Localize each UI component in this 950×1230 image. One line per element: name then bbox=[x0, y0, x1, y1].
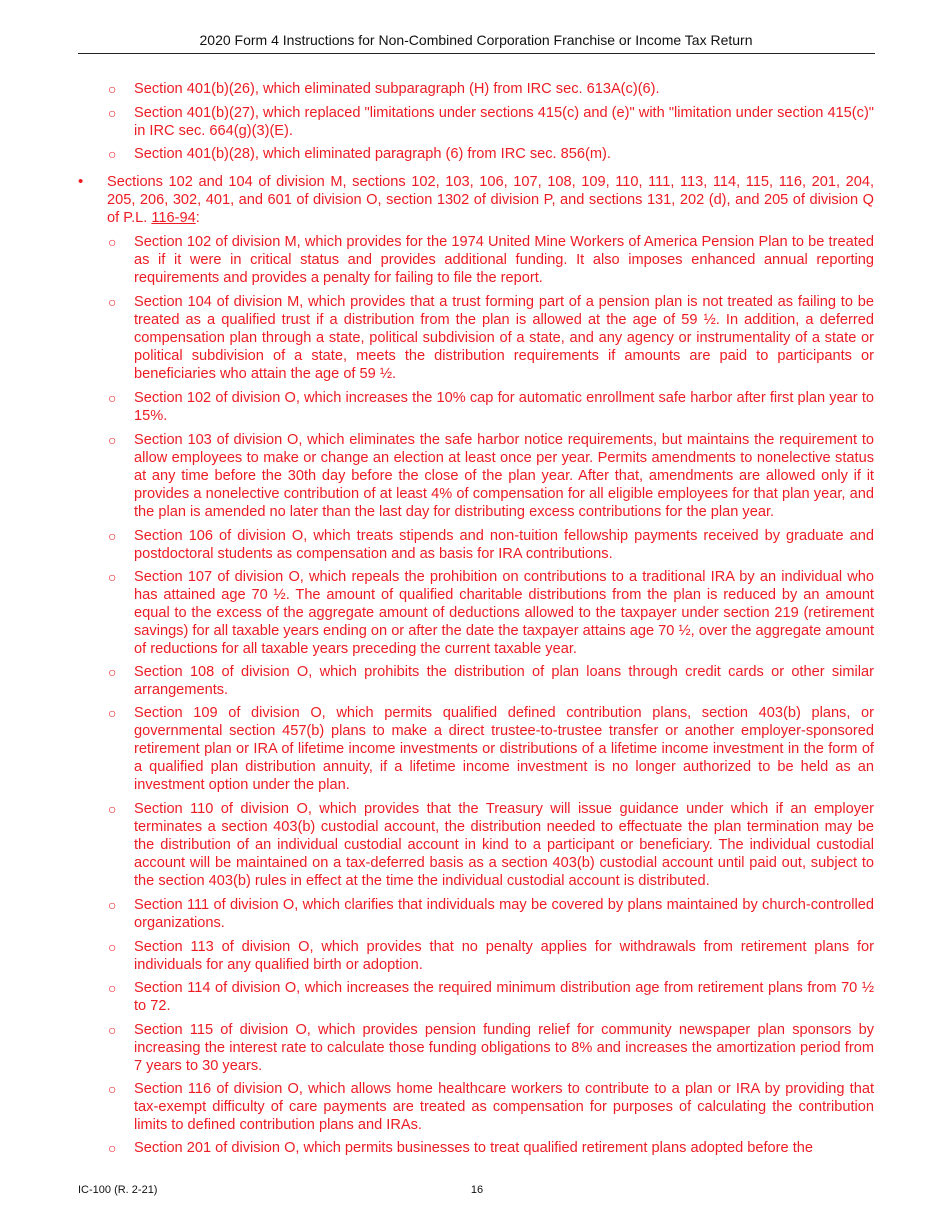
list-item bbox=[78, 293, 874, 383]
list-item bbox=[78, 568, 874, 658]
list-item bbox=[78, 663, 874, 699]
item-text: Section 401(b)(26), which eliminated subparagraph (H) from IRC sec. 613A(c)(6). bbox=[134, 81, 660, 97]
hollow-bullet-icon: ○ bbox=[108, 801, 117, 817]
list-item bbox=[78, 389, 874, 425]
list-item-main bbox=[78, 173, 874, 227]
item-text: Section 107 of division O, which repeals the prohibition on contributions to a traditional IRA by an individual who has attained age 70 ½. The amount of qualified charitable distributions from the plan is reduced by an amount equal to the excess of the aggregate amount of deductions allowed to the taxpayer under section 219 (retirement savings) for all taxable years ending on or after the date the taxpayer attains age 70 ½, over the aggregate amount of reductions for all taxable years preceding the current taxable year. bbox=[134, 569, 874, 657]
list-item bbox=[78, 979, 874, 1015]
hollow-bullet-icon: ○ bbox=[108, 1022, 117, 1038]
hollow-bullet-icon: ○ bbox=[108, 432, 117, 448]
item-text: Section 201 of division O, which permits businesses to treat qualified retirement plans adopted before the bbox=[134, 1140, 813, 1156]
item-text: Section 110 of division O, which provides that the Treasury will issue guidance under which if an employer terminates a section 403(b) custodial account, the distribution needed to effectuate the plan termination may be the distribution of an individual custodial account in kind to a participant or beneficiary. The individual custodial account will be maintained on a tax-deferred basis as a section 403(b) custodial account until paid out, subject to the section 403(b) rules in effect at the time the individual custodial account is distributed. bbox=[134, 801, 874, 889]
hollow-bullet-icon: ○ bbox=[108, 105, 117, 121]
item-text-tail: : bbox=[195, 210, 200, 226]
hollow-bullet-icon: ○ bbox=[108, 897, 117, 913]
list-item bbox=[78, 1021, 874, 1075]
item-text: Section 104 of division M, which provides that a trust forming part of a pension plan is not treated as failing to be treated as a qualified trust if a distribution from the plan is allowed at the age of 59 ½. In addition, a deferred compensation plan through a state, political subdivision of a state, and any agency or instrumentality of a state or political subdivision of a state, meets the distribution requirements if amounts are paid to participants or beneficiaries who attain the age of 59 ½. bbox=[134, 294, 874, 382]
form-id: IC-100 (R. 2-21) bbox=[78, 1184, 158, 1196]
list-item bbox=[78, 527, 874, 563]
hollow-bullet-icon: ○ bbox=[108, 705, 117, 721]
hollow-bullet-icon: ○ bbox=[108, 390, 117, 406]
hollow-bullet-icon: ○ bbox=[108, 664, 117, 680]
list-item bbox=[78, 80, 874, 98]
list-item bbox=[78, 1080, 874, 1134]
list-item bbox=[78, 233, 874, 287]
page-number: 16 bbox=[470, 1184, 484, 1196]
item-text: Section 115 of division O, which provides pension funding relief for community newspaper plan sponsors by increasing the interest rate to calculate those funding obligations to 8% and increases the amortization period from 7 years to 30 years. bbox=[134, 1022, 874, 1074]
item-text: Section 106 of division O, which treats stipends and non-tuition fellowship payments received by graduate and postdoctoral students as compensation and as basis for IRA contributions. bbox=[134, 528, 874, 562]
list-item bbox=[78, 938, 874, 974]
item-text: Section 113 of division O, which provides that no penalty applies for withdrawals from retirement plans for individuals for any qualified birth or adoption. bbox=[134, 939, 874, 973]
list-item bbox=[78, 800, 874, 890]
hollow-bullet-icon: ○ bbox=[108, 234, 117, 250]
list-item bbox=[78, 104, 874, 140]
list-item bbox=[78, 896, 874, 932]
hollow-bullet-icon: ○ bbox=[108, 1140, 117, 1156]
item-text: Section 109 of division O, which permits qualified defined contribution plans, section 403(b) plans, or governmental section 457(b) plans to make a direct trustee-to-trustee transfer or another employer-sponsored retirement plan or IRA of lifetime income investments or distributions of a lifetime income investment in the form of a qualified plan distribution annuity, if a lifetime income investment is no longer authorized to be held as an investment option under the plan. bbox=[134, 705, 874, 793]
page-header: 2020 Form 4 Instructions for Non-Combined Corporation Franchise or Income Tax Return bbox=[199, 32, 753, 48]
item-text: Section 401(b)(27), which replaced "limitations under sections 415(c) and (e)" with "limitation under section 415(c)" in IRC sec. 664(g)(3)(E). bbox=[134, 105, 874, 139]
hollow-bullet-icon: ○ bbox=[108, 939, 117, 955]
item-text: Section 116 of division O, which allows home healthcare workers to contribute to a plan or IRA by providing that tax-exempt difficulty of care payments are treated as compensation for purposes of calculating the contribution limits to defined contribution plans and IRAs. bbox=[134, 1081, 874, 1133]
hollow-bullet-icon: ○ bbox=[108, 81, 117, 97]
public-law-reference: 116-94 bbox=[151, 210, 196, 226]
item-text: Section 103 of division O, which eliminates the safe harbor notice requirements, but maintains the requirement to allow employees to make or change an election at least once per year. Permits amendments to nonelective status at any time before the 30th day before the close of the plan year. After that, amendments are allowed only if it provides a nonelective contribution of at least 4% of compensation for all eligible employees for that plan year, and the plan is amended no later than the last day for distributing excess contributions for the plan year. bbox=[134, 432, 874, 520]
hollow-bullet-icon: ○ bbox=[108, 980, 117, 996]
item-text: Section 114 of division O, which increases the required minimum distribution age from retirement plans from 70 ½ to 72. bbox=[134, 980, 874, 1014]
hollow-bullet-icon: ○ bbox=[108, 146, 117, 162]
item-text: Section 401(b)(28), which eliminated paragraph (6) from IRC sec. 856(m). bbox=[134, 146, 611, 162]
document-body bbox=[78, 80, 874, 1157]
hollow-bullet-icon: ○ bbox=[108, 294, 117, 310]
header-divider bbox=[78, 53, 875, 54]
item-text: Section 102 of division O, which increases the 10% cap for automatic enrollment safe harbor after first plan year to 15%. bbox=[134, 390, 874, 424]
hollow-bullet-icon: ○ bbox=[108, 569, 117, 585]
hollow-bullet-icon: ○ bbox=[108, 528, 117, 544]
list-item bbox=[78, 1139, 874, 1157]
item-text: Section 108 of division O, which prohibits the distribution of plan loans through credit cards or other similar arrangements. bbox=[134, 664, 874, 698]
list-item bbox=[78, 704, 874, 794]
filled-bullet-icon: • bbox=[78, 173, 84, 190]
list-item bbox=[78, 145, 874, 163]
item-text: Section 111 of division O, which clarifies that individuals may be covered by plans maintained by church-controlled organizations. bbox=[134, 897, 874, 931]
item-text: Section 102 of division M, which provides for the 1974 United Mine Workers of America Pension Plan to be treated as if it were in critical status and provides additional funding. It also imposes enhanced annual reporting requirements and provides a penalty for failing to file the report. bbox=[134, 234, 874, 286]
item-text: Sections 102 and 104 of division M, sections 102, 103, 106, 107, 108, 109, 110, 111, 113, 114, 115, 116, 201, 204, 205, 206, 302, 401, and 601 of division O, section 1302 of division P, and sections 131, 202 (d), and 205 of division Q of P.L. bbox=[107, 174, 874, 226]
hollow-bullet-icon: ○ bbox=[108, 1081, 117, 1097]
list-item bbox=[78, 431, 874, 521]
